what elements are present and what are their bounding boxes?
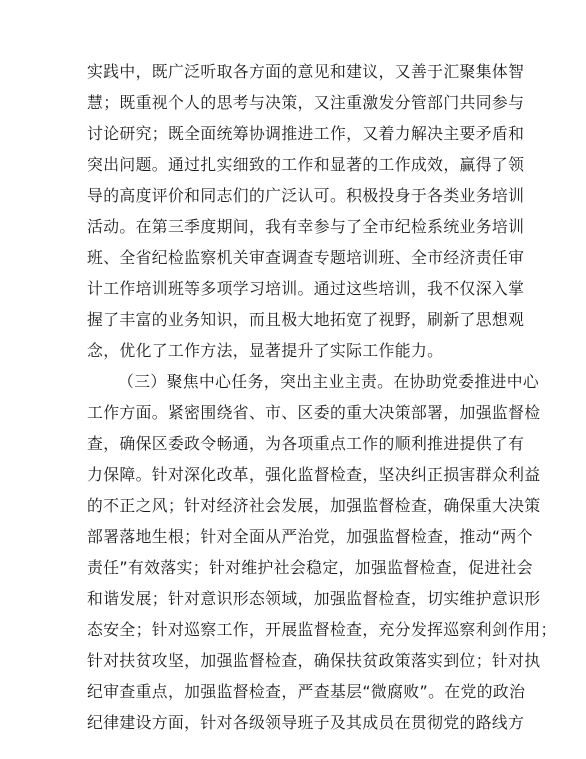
text-line: 态安全；针对巡察工作，开展监督检查，充分发挥巡察利剑作用； [87, 620, 557, 639]
text-line: 慧；既重视个人的思考与决策，又注重激发分管部门共同参与 [87, 93, 525, 112]
text-line: 针对扶贫攻坚，加强监督检查，确保扶贫政策落实到位；针对执 [87, 651, 541, 670]
text-line: 责任”有效落实；针对维护社会稳定，加强监督检查，促进社会 [87, 558, 533, 577]
text-line: 工作方面。紧密围绕省、市、区委的重大决策部署，加强监督检 [87, 403, 541, 422]
text-line: 计工作培训班等多项学习培训。通过这些培训，我不仅深入掌 [87, 279, 525, 298]
text-line: 讨论研究；既全面统筹协调推进工作，又着力解决主要矛盾和 [87, 124, 525, 143]
text-line: 实践中，既广泛听取各方面的意见和建议，又善于汇聚集体智 [87, 62, 525, 81]
text-line: 和谐发展；针对意识形态领域，加强监督检查，切实维护意识形 [87, 589, 541, 608]
text-line: 活动。在第三季度期间，我有幸参与了全市纪检系统业务培训 [87, 217, 525, 236]
text-line: 导的高度评价和同志们的广泛认可。积极投身于各类业务培训 [87, 186, 525, 205]
text-line: 念，优化了工作方法，显著提升了实际工作能力。 [87, 341, 444, 360]
text-line: 纪律建设方面，针对各级领导班子及其成员在贯彻党的路线方 [87, 713, 525, 732]
text-line: 部署落地生根；针对全面从严治党，加强监督检查，推动“两个 [87, 527, 533, 546]
text-line: 纪审查重点，加强监督检查，严查基层“微腐败”。在党的政治 [87, 682, 526, 701]
text-line: 查，确保区委政令畅通，为各项重点工作的顺利推进提供了有 [87, 434, 525, 453]
paragraph-heading-line: （三）聚焦中心任务，突出主业主责。在协助党委推进中心 [118, 372, 540, 391]
text-line: 班、全省纪检监察机关审查调查专题培训班、全市经济责任审 [87, 248, 525, 267]
text-line: 握了丰富的业务知识，而且极大地拓宽了视野，刷新了思想观 [87, 310, 525, 329]
text-line: 力保障。针对深化改革，强化监督检查，坚决纠正损害群众利益 [87, 465, 541, 484]
text-line: 的不正之风；针对经济社会发展，加强监督检查，确保重大决策 [87, 496, 541, 515]
text-line: 突出问题。通过扎实细致的工作和显著的工作成效，赢得了领 [87, 155, 525, 174]
